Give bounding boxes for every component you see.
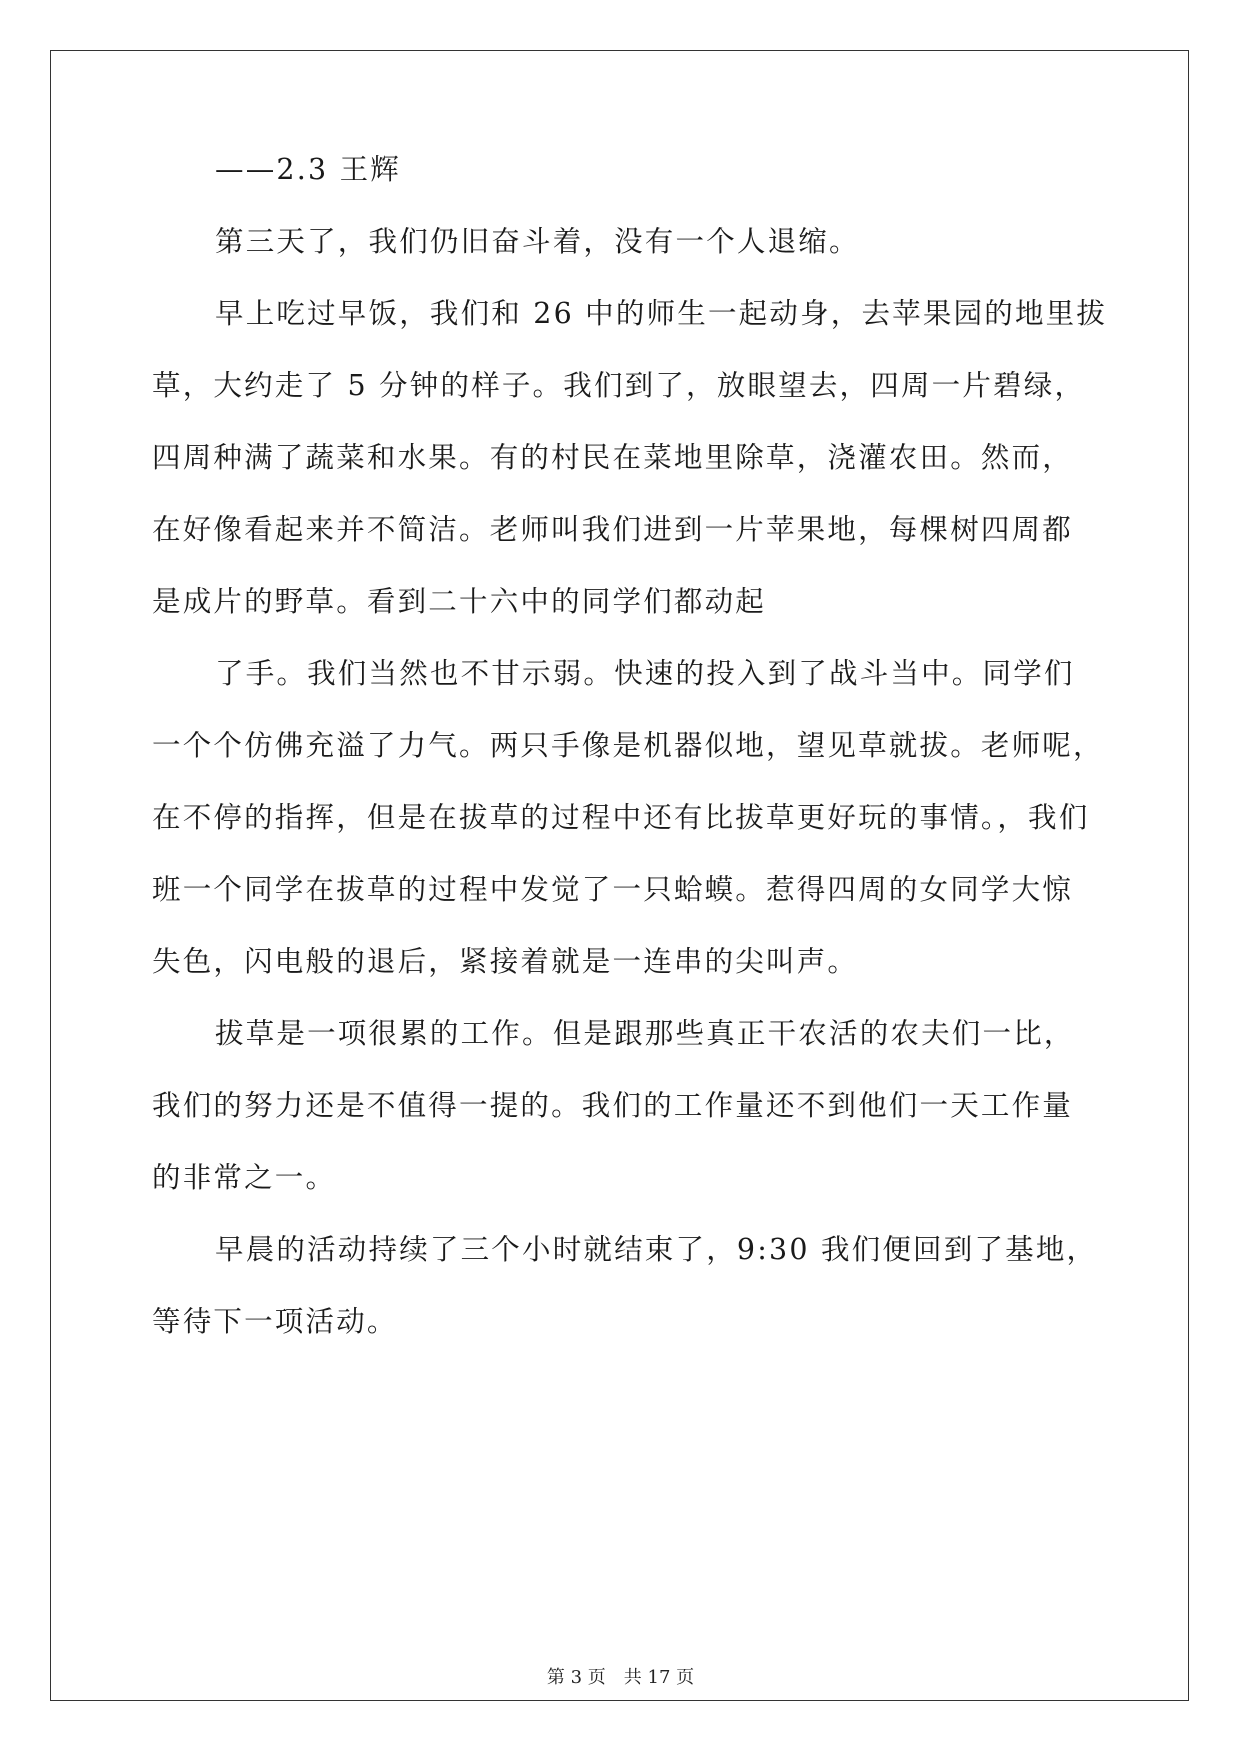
page-footer <box>0 1666 1241 1690</box>
paragraph-line: 在好像看起来并不简洁。老师叫我们进到一片苹果地，每棵树四周都 <box>152 513 1074 546</box>
page-number: 第 3 页 <box>546 1667 606 1688</box>
paragraph-line: 等待下一项活动。 <box>152 1305 398 1338</box>
paragraph-line: 一个个仿佛充溢了力气。两只手像是机器似地，望见草就拔。老师呢， <box>152 729 1104 762</box>
paragraph-line: 草，大约走了 5 分钟的样子。我们到了，放眼望去，四周一片碧绿， <box>152 369 1086 402</box>
paragraph-line: 了手。我们当然也不甘示弱。快速的投入到了战斗当中。同学们 <box>215 657 1075 690</box>
paragraph-line: 早上吃过早饭，我们和 26 中的师生一起动身，去苹果园的地里拔 <box>215 297 1108 330</box>
paragraph-line: 在不停的指挥，但是在拔草的过程中还有比拔草更好玩的事情。，我们 <box>152 801 1090 834</box>
paragraph-line: 的非常之一。 <box>152 1161 337 1194</box>
paragraph-line: 失色，闪电般的退后，紧接着就是一连串的尖叫声。 <box>152 945 859 978</box>
paragraph-line: 班一个同学在拔草的过程中发觉了一只蛤蟆。惹得四周的女同学大惊 <box>152 873 1074 906</box>
paragraph-line: 第三天了，我们仍旧奋斗着，没有一个人退缩。 <box>215 225 860 258</box>
paragraph-line: 我们的努力还是不值得一提的。我们的工作量还不到他们一天工作量 <box>152 1089 1074 1122</box>
author-line: ——2.3 王辉 <box>215 153 401 186</box>
paragraph-line: 早晨的活动持续了三个小时就结束了，9:30 我们便回到了基地， <box>215 1233 1098 1266</box>
paragraph-line: 四周种满了蔬菜和水果。有的村民在菜地里除草，浇灌农田。然而， <box>152 441 1074 474</box>
paragraph-line: 拔草是一项很累的工作。但是跟那些真正干农活的农夫们一比， <box>215 1017 1075 1050</box>
paragraph-line: 是成片的野草。看到二十六中的同学们都动起 <box>152 585 767 618</box>
page-total: 共 17 页 <box>623 1667 695 1688</box>
